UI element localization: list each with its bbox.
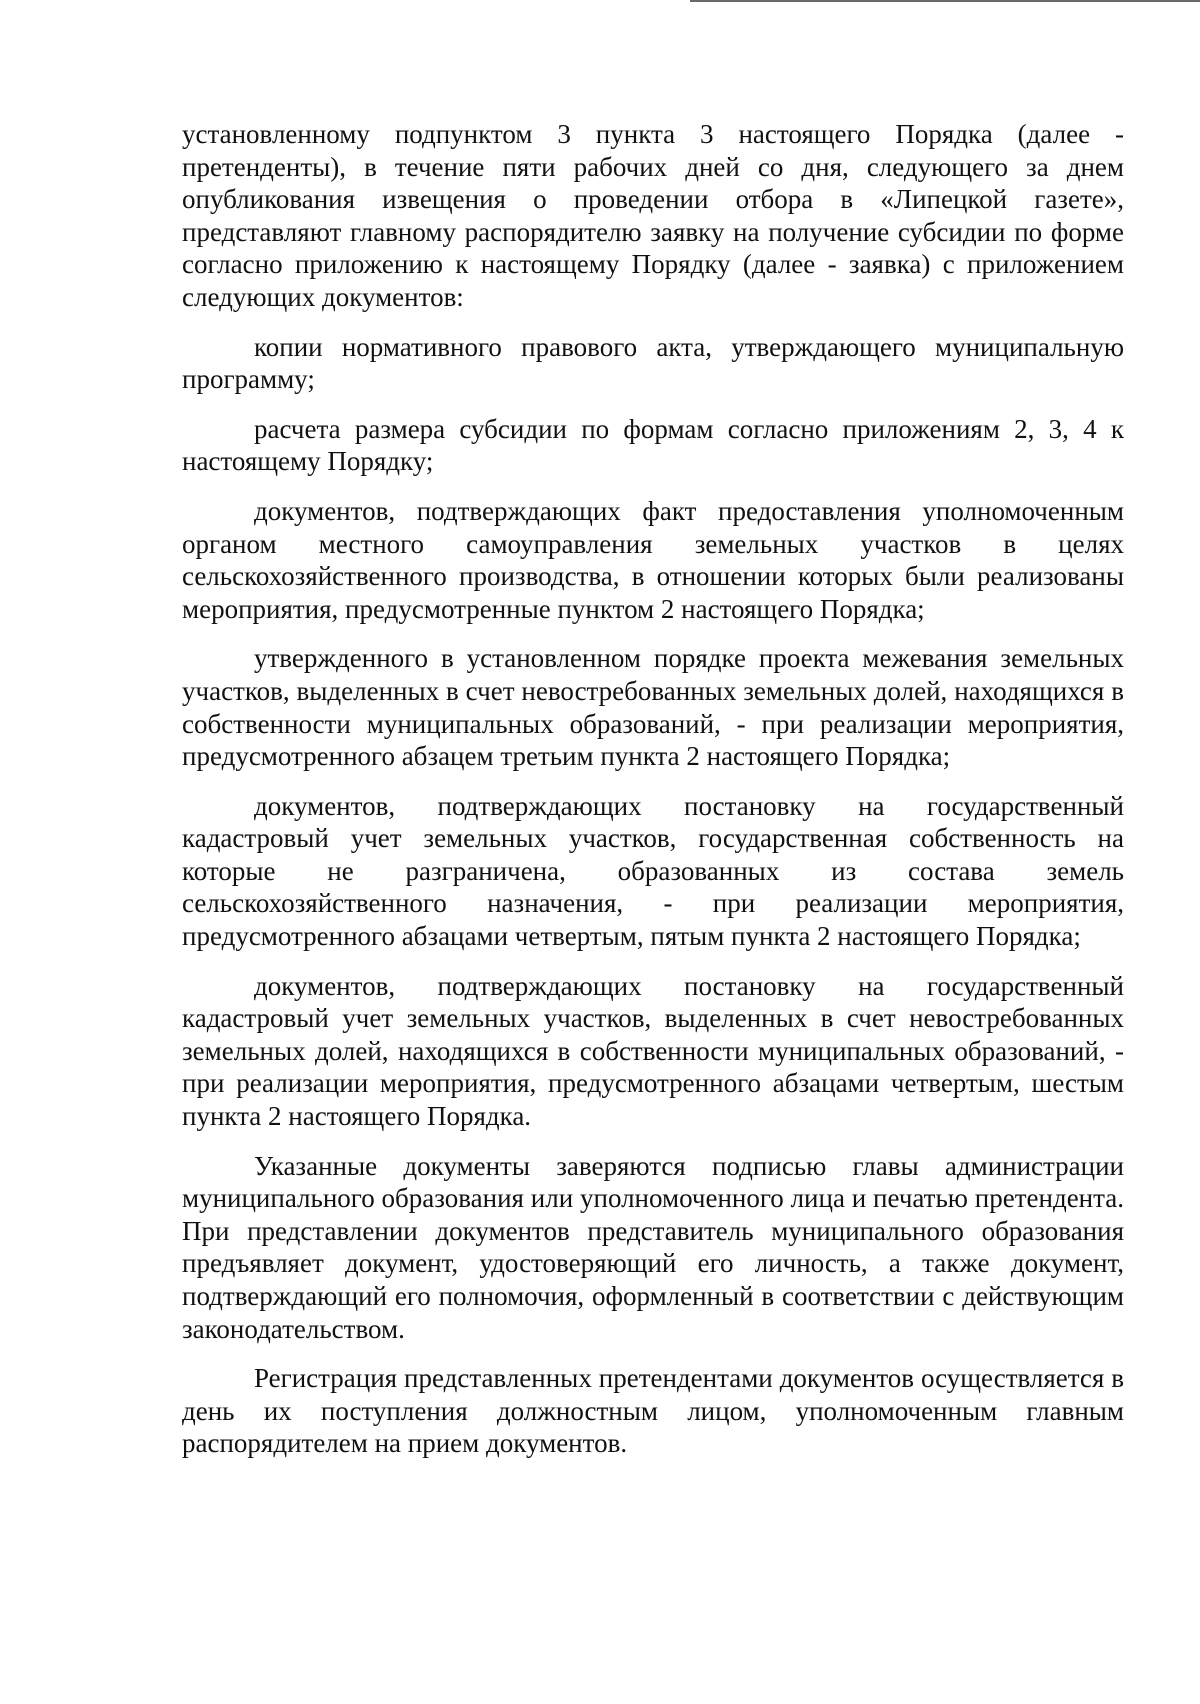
paragraph-item-cadastral-unclaimed-shares: документов, подтверждающих постановку на государственный кадастровый учет земельных участков, выделенных в счет невостребованных земельных долей, находящихся в собственности муниципальных образований, - при реализации мероприятия, предусмотренного абзацами четвертым, шестым пункта 2 настоящего Порядка.: [182, 970, 1124, 1132]
paragraph-item-land-provision-docs: документов, подтверждающих факт предоставления уполномоченным органом местного самоуправления земельных участков в целях сельскохозяйственного производства, в отношении которых были реализованы мероприятия, предусмотренные пунктом 2 настоящего Порядка;: [182, 495, 1124, 624]
paragraph-item-subsidy-calculation: расчета размера субсидии по формам согласно приложениям 2, 3, 4 к настоящему Порядку;: [182, 413, 1124, 477]
document-body: [182, 118, 1124, 1477]
paragraph-item-survey-project: утвержденного в установленном порядке проекта межевания земельных участков, выделенных в счет невостребованных земельных долей, находящихся в собственности муниципальных образований, - при реализации мероприятия, предусмотренного абзацем третьим пункта 2 настоящего Порядка;: [182, 643, 1124, 772]
paragraph-certification: Указанные документы заверяются подписью главы администрации муниципального образования или уполномоченного лица и печатью претендента. При представлении документов представитель муниципального образования предъявляет документ, удостоверяющий его личность, а также документ, подтверждающий его полномочия, оформленный в соответствии с действующим законодательством.: [182, 1150, 1124, 1344]
paragraph-item-program-act: копии нормативного правового акта, утверждающего муниципальную программу;: [182, 331, 1124, 395]
paragraph-registration: Регистрация представленных претендентами документов осуществляется в день их поступления должностным лицом, уполномоченным главным распорядителем на прием документов.: [182, 1363, 1124, 1459]
paragraph-item-cadastral-state-land: документов, подтверждающих постановку на государственный кадастровый учет земельных участков, государственная собственность на которые не разграничена, образованных из состава земель сельскохозяйственного назначения, - при реализации мероприятия, предусмотренного абзацами четвертым, пятым пункта 2 настоящего Порядка;: [182, 790, 1124, 952]
paragraph-continuation: установленному подпунктом 3 пункта 3 настоящего Порядка (далее - претенденты), в течение пяти рабочих дней со дня, следующего за днем опубликования извещения о проведении отбора в «Липецкой газете», представляют главному распорядителю заявку на получение субсидии по форме согласно приложению к настоящему Порядку (далее - заявка) с приложением следующих документов:: [182, 119, 1124, 312]
top-edge-line: [690, 0, 1200, 2]
